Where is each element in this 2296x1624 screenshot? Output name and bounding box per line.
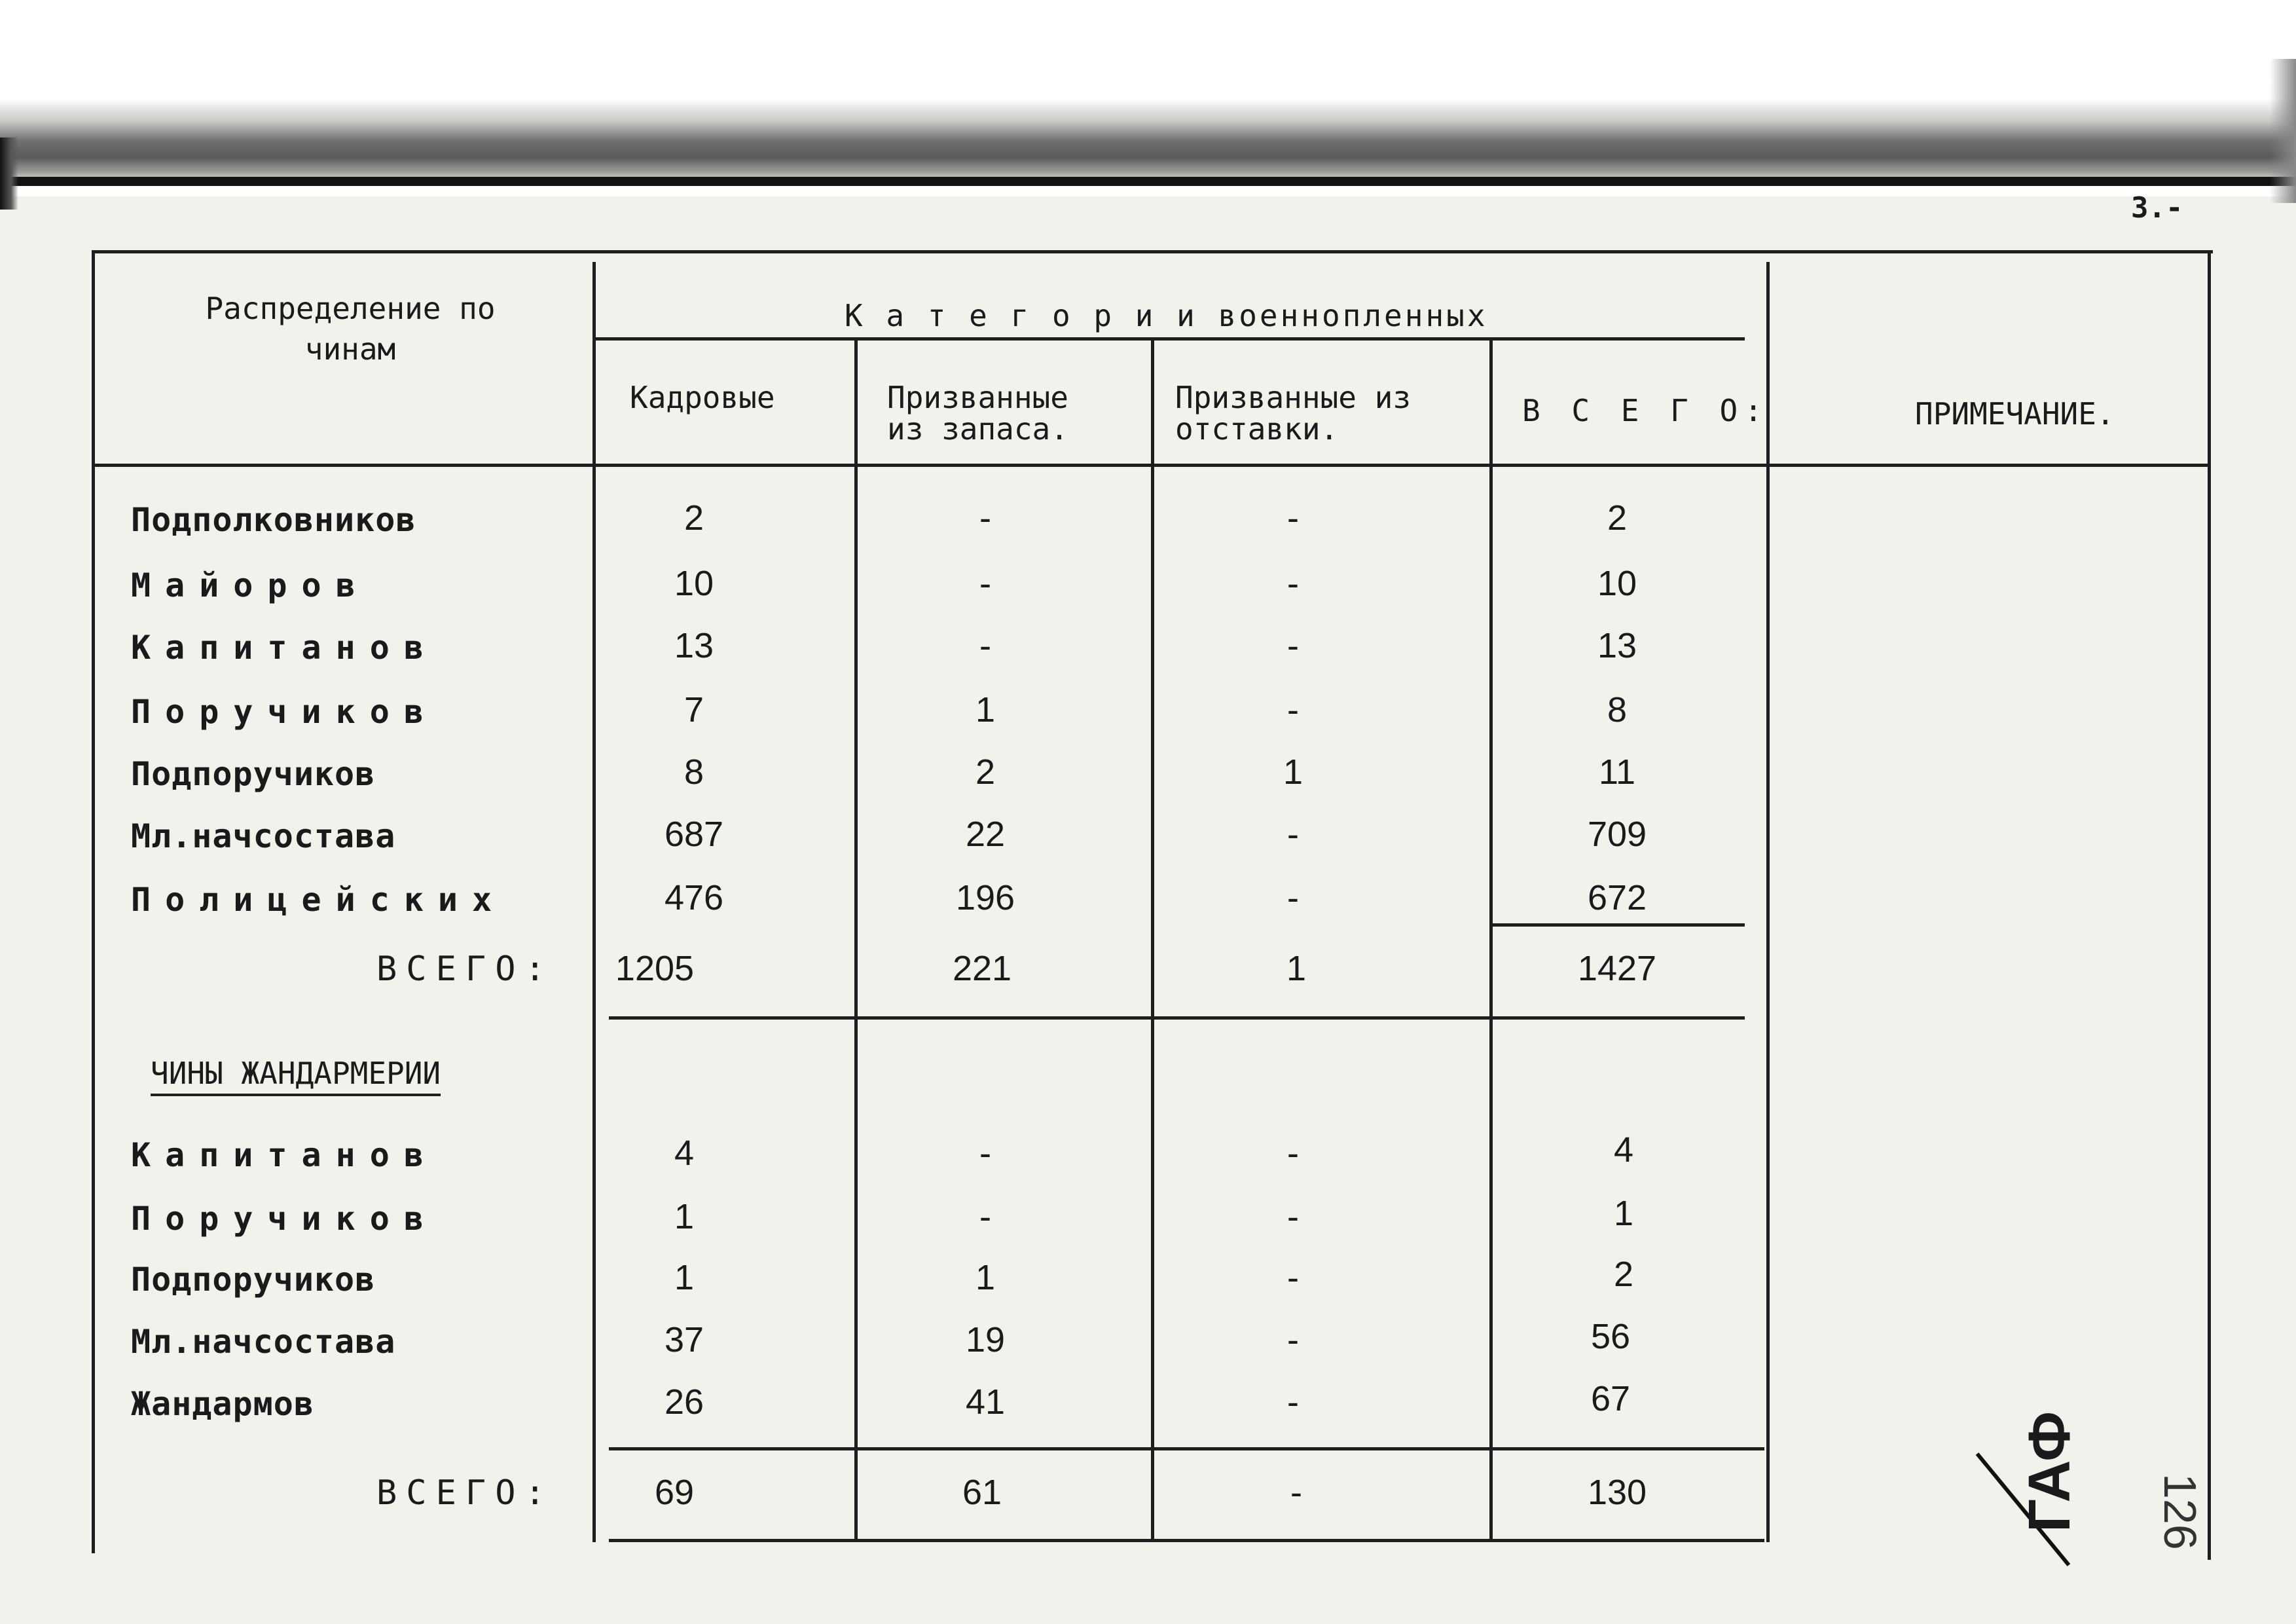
row-reserve: - (979, 1134, 991, 1173)
left-edge-shadow (0, 138, 18, 210)
row-regular: 13 (674, 626, 714, 665)
row-rank: Полицейских (131, 881, 507, 919)
army-total-label: ВСЕГО: (376, 950, 555, 989)
row-regular: 4 (674, 1134, 695, 1173)
header-col-reserve-line2: из запаса. (887, 411, 1068, 447)
row-retired: - (1287, 1382, 1299, 1422)
row-regular: 1 (674, 1197, 695, 1236)
gendarmerie-total-rule-top (609, 1447, 1764, 1450)
archive-stamp: ГАФ (2017, 1411, 2083, 1532)
row-total: 8 (1607, 690, 1628, 729)
header-col-retired-line2: отставки. (1175, 411, 1339, 447)
row-reserve: 2 (975, 752, 996, 792)
row-reserve: 41 (965, 1382, 1006, 1422)
row-reserve: - (979, 626, 991, 665)
col-divider-regular (854, 341, 858, 1542)
row-rank: Майоров (131, 566, 370, 604)
row-total: 10 (1597, 564, 1637, 603)
row-retired: - (1287, 690, 1299, 729)
header-col-reserve-line1: Призванные (887, 380, 1068, 415)
row-regular: 476 (664, 878, 724, 917)
row-rank: Подпоручиков (131, 1261, 376, 1299)
army-total-rule (609, 1016, 1745, 1020)
row-regular: 7 (683, 690, 704, 729)
row-reserve: - (979, 1197, 991, 1236)
row-reserve: 1 (975, 690, 996, 729)
row-rank: Капитанов (131, 1136, 438, 1174)
row-rank: Капитанов (131, 629, 438, 667)
row-rank: Поручиков (131, 693, 438, 731)
header-col-retired-line1: Призванные из (1175, 380, 1412, 415)
row-total: 2 (1607, 498, 1628, 538)
header-categories: К а т е г о р и и военнопленных (845, 298, 1488, 333)
table-right-border (2208, 250, 2211, 1560)
row-regular: 1 (674, 1258, 695, 1297)
army-total-reserve: 221 (952, 949, 1012, 988)
right-edge-shadow (2270, 59, 2296, 203)
gendarmerie-total-rule-bottom (609, 1539, 1764, 1542)
row-regular: 2 (683, 498, 704, 538)
row-regular: 687 (664, 815, 724, 854)
gendarmerie-total-reserve: 61 (962, 1473, 1002, 1512)
row-regular: 26 (664, 1382, 704, 1422)
header-col-regular: Кадровые (630, 380, 775, 415)
row-total: 67 (1590, 1379, 1631, 1418)
row-retired: - (1287, 1197, 1299, 1236)
row-total: 2 (1613, 1255, 1634, 1294)
gendarmerie-total-total: 130 (1587, 1473, 1647, 1512)
gendarmerie-total-label: ВСЕГО: (376, 1473, 555, 1513)
row-total: 13 (1597, 626, 1637, 665)
row-reserve: - (979, 564, 991, 603)
page-number: 3.- (2131, 191, 2183, 225)
row-rank: Поручиков (131, 1200, 438, 1238)
row-total: 672 (1587, 878, 1647, 917)
row-regular: 8 (683, 752, 704, 792)
gendarmerie-total-retired: - (1290, 1473, 1302, 1512)
row-reserve: 1 (975, 1258, 996, 1297)
categories-underline (592, 337, 1745, 341)
gendarmerie-section-title: ЧИНЫ ЖАНДАРМЕРИИ (151, 1056, 441, 1096)
army-total-total: 1427 (1577, 949, 1657, 988)
col-divider-retired (1489, 341, 1493, 1542)
row-regular: 10 (674, 564, 714, 603)
photocopy-edge-band (0, 0, 2296, 196)
army-total-retired: 1 (1286, 949, 1307, 988)
col-divider-reserve (1151, 341, 1154, 1542)
row-reserve: - (979, 498, 991, 538)
army-subtotal-rule-top (1489, 923, 1745, 927)
row-retired: - (1287, 626, 1299, 665)
row-retired: - (1287, 498, 1299, 538)
row-rank: Мл.начсостава (131, 817, 396, 855)
row-retired: - (1287, 878, 1299, 917)
row-retired: 1 (1283, 752, 1303, 792)
row-rank: Мл.начсостава (131, 1323, 396, 1361)
col-divider-rank (592, 262, 596, 1542)
gendarmerie-total-regular: 69 (654, 1473, 695, 1512)
row-retired: - (1287, 1258, 1299, 1297)
row-rank: Жандармов (131, 1385, 314, 1423)
row-retired: - (1287, 1320, 1299, 1359)
archive-number: 126 (2155, 1473, 2206, 1550)
header-distribution: Распределение по чинам (205, 291, 496, 367)
row-reserve: 196 (955, 878, 1015, 917)
row-reserve: 19 (965, 1320, 1006, 1359)
row-regular: 37 (664, 1320, 704, 1359)
header-col-note: ПРИМЕЧАНИЕ. (1915, 396, 2115, 432)
table-left-border (92, 250, 95, 1553)
row-total: 11 (1598, 752, 1636, 792)
row-retired: - (1287, 815, 1299, 854)
row-rank: Подпоручиков (131, 755, 376, 793)
header-col-total: В С Е Г О: (1522, 393, 1769, 428)
row-total: 1 (1613, 1194, 1634, 1233)
header-bottom-rule (92, 464, 2210, 467)
col-divider-total (1766, 262, 1770, 1542)
row-rank: Подполковников (131, 501, 416, 539)
row-retired: - (1287, 1134, 1299, 1173)
army-total-regular: 1205 (615, 949, 695, 988)
table-top-border (92, 250, 2213, 253)
row-retired: - (1287, 564, 1299, 603)
row-total: 709 (1587, 815, 1647, 854)
top-rule (0, 177, 2296, 186)
row-reserve: 22 (965, 815, 1006, 854)
row-total: 4 (1613, 1130, 1634, 1170)
row-total: 56 (1590, 1317, 1631, 1356)
